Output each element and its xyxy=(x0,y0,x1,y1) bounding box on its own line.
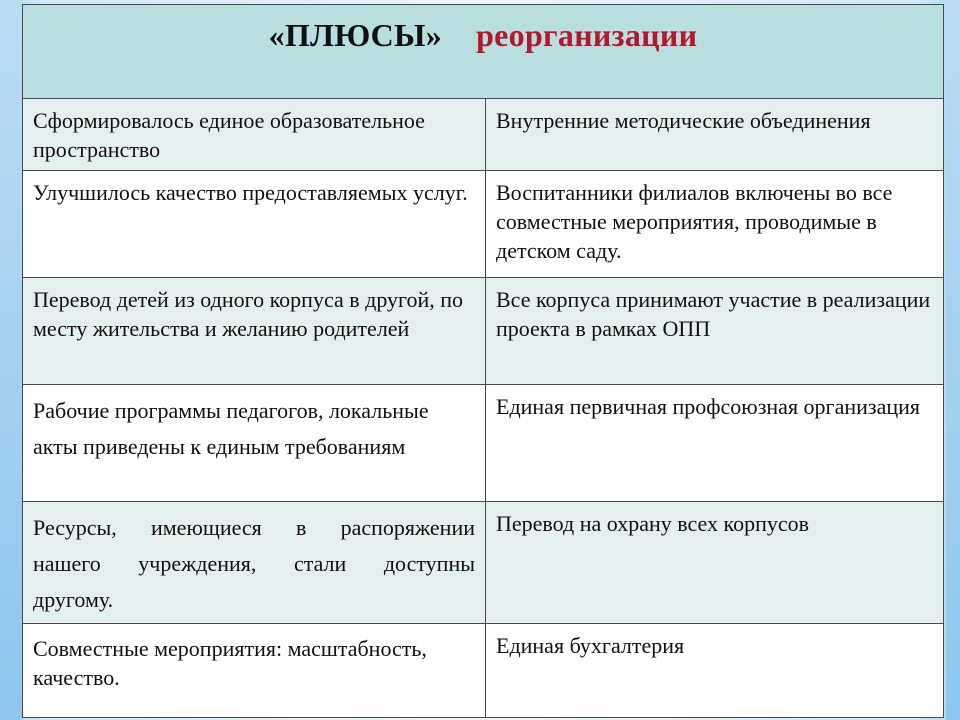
row-6-right-cell: Единая бухгалтерия xyxy=(496,633,685,658)
row-4-left-cell: Рабочие программы педагогов, локальные акты приведены к единым требованиям xyxy=(23,385,486,501)
row-6-left-cell: Совместные мероприятия: масштабность, качество. xyxy=(23,624,486,718)
title-reorganization: реорганизации xyxy=(476,17,698,53)
slide-title xyxy=(23,17,943,54)
row-3-left-cell: Перевод детей из одного корпуса в другой, по месту жительства и желанию родителей xyxy=(23,278,486,384)
row-3-right-cell: Все корпуса принимают участие в реализации проекта в рамках ОПП xyxy=(496,287,931,341)
table-row xyxy=(23,171,943,278)
row-1-left-cell: Сформировалось единое образовательное пространство xyxy=(23,99,486,170)
row-5-right-cell: Перевод на охрану всех корпусов xyxy=(496,511,810,536)
row-2-right-cell: Воспитанники филиалов включены во все совместные мероприятия, проводимые в детском саду. xyxy=(496,180,893,263)
table-row xyxy=(23,385,943,502)
row-4-right-cell: Единая первичная профсоюзная организация xyxy=(496,394,921,419)
row-5-left-cell xyxy=(23,502,486,623)
slide-border-left xyxy=(0,0,22,720)
row-5-left-line-1: Ресурсы, имеющиеся в распоряжении xyxy=(33,515,475,540)
row-1-right-cell: Внутренние методические объединения xyxy=(496,108,871,133)
title-pluses: «ПЛЮСЫ» xyxy=(268,17,443,53)
row-5-left-line-3: другому. xyxy=(33,587,114,612)
table-row xyxy=(23,99,943,171)
pluses-table xyxy=(22,4,944,718)
table-row xyxy=(23,278,943,385)
table-row xyxy=(23,624,943,718)
row-2-left-cell: Улучшилось качество предоставляемых услуг. xyxy=(23,171,486,277)
table-row xyxy=(23,502,943,624)
row-5-left-line-2: нашего учреждения, стали доступны xyxy=(33,551,475,576)
table-header xyxy=(23,5,943,99)
slide-border-right xyxy=(946,0,960,720)
